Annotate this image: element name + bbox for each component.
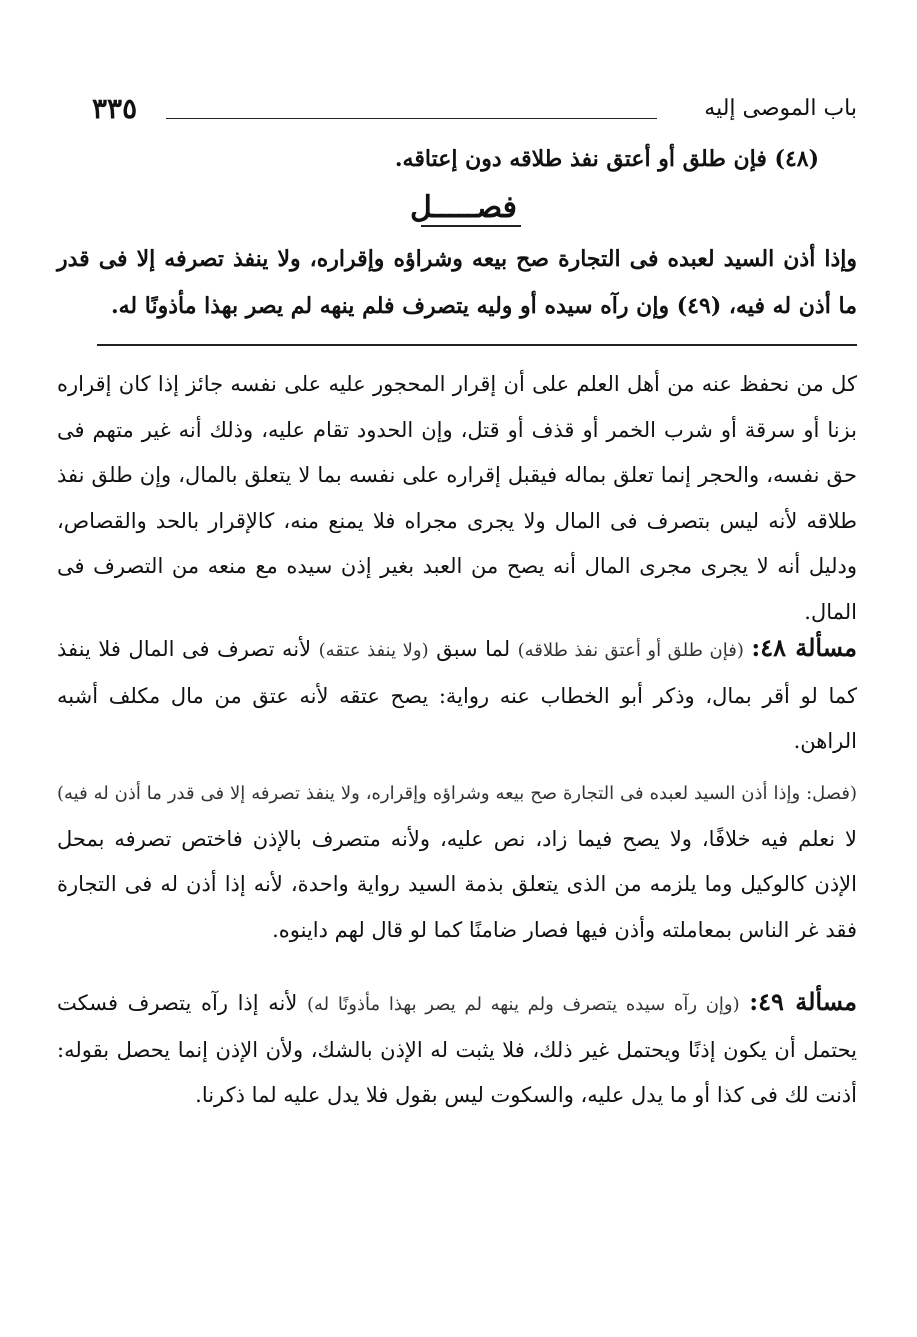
commentary-section — [57, 770, 857, 953]
matn-issue-48: (٤٨) فإن طلق أو أعتق نفذ طلاقه دون إعتاقه. — [394, 146, 819, 172]
commentary-issue-49 — [57, 979, 857, 1119]
section-heading-underline — [421, 225, 521, 227]
issue-48-quote-2: (ولا ينفذ عتقه) — [318, 640, 429, 661]
matn-paragraph-part1: وإذا أذن السيد لعبده فى التجارة صح بيعه وشراؤه وإقراره، ولا ينفذ تصرفه إلا فى قدر ما أذن له فيه، — [57, 246, 857, 319]
issue-48-label: مسألة ٤٨: — [751, 633, 858, 662]
header-rule — [166, 118, 657, 119]
matn-sharh-divider — [97, 344, 857, 346]
commentary-issue-48 — [57, 625, 857, 765]
page-number: ٣٣٥ — [92, 92, 138, 125]
chapter-title: باب الموصى إليه — [704, 96, 857, 121]
issue-48-connector: لما سبق — [436, 637, 511, 661]
matn-issue-number-49: (٤٩) — [676, 293, 722, 319]
issue-48-text: لأنه تصرف فى المال فلا ينفذ كما لو أقر بمال، وذكر أبو الخطاب عنه رواية: يصح عتقه لأنه عتق من مال مكلف أشبه الراهن. — [57, 637, 857, 753]
section-quote: (فصل: وإذا أذن السيد لعبده فى التجارة صح بيعه وشراؤه وإقراره، ولا ينفذ تصرفه إلا فى قدر ما أذن له فيه) — [57, 783, 858, 804]
issue-49-quote: (وإن رآه سيده يتصرف ولم ينهه لم يصر بهذا مأذونًا له) — [306, 994, 740, 1015]
matn-paragraph-part2: وإن رآه سيده أو وليه يتصرف فلم ينهه لم يصر بهذا مأذونًا له. — [110, 293, 670, 319]
issue-48-quote: (فإن طلق أو أعتق نفذ طلاقه) — [517, 640, 744, 661]
issue-49-label: مسألة ٤٩: — [749, 987, 857, 1016]
running-header — [92, 92, 857, 136]
issue-49-text: لأنه إذا رآه يتصرف فسكت يحتمل أن يكون إذنًا ويحتمل غير ذلك، فلا يثبت له الإذن بالشك، ولأن الإذن إنما يحصل بقوله: أذنت لك فى كذا أو ما يدل عليه، والسكوت ليس بقول فلا يدل عليه لما ذكرنا. — [57, 991, 857, 1107]
commentary-paragraph: كل من نحفظ عنه من أهل العلم على أن إقرار المحجور عليه على نفسه جائز إذا كان إقراره بزنا أو سرقة أو شرب الخمر أو قذف أو قتل، وإن الحدود تقام عليه، وذلك أنه غير متهم فى حق نفسه، والحجر إنما تعلق بماله فيقبل إقراره على نفسه بما لا يتعلق بالمال، وإن طلق نفذ طلاقه لأنه ليس بتصرف فى المال ولا يجرى مجراه فلا يمنع منه، كالإقرار بالحد والقصاص، ودليل أنه لا يجرى مجرى المال أنه يصح من العبد بغير إذن سيده مع منعه من التصرف فى المال. — [57, 372, 857, 624]
section-heading: فصـــــل — [409, 190, 517, 225]
matn-paragraph — [57, 236, 857, 330]
section-commentary-text: لا نعلم فيه خلافًا، ولا يصح فيما زاد، نص عليه، ولأنه متصرف بالإذن فاختص تصرفه بمحل الإذن كالوكيل وما يلزمه من الذى يتعلق بذمة السيد رواية واحدة، لأنه إذا أذن له فى التجارة فقد غر الناس بمعاملته وأذن فيها فصار ضامنًا كما لو قال لهم داينوه. — [57, 826, 857, 942]
